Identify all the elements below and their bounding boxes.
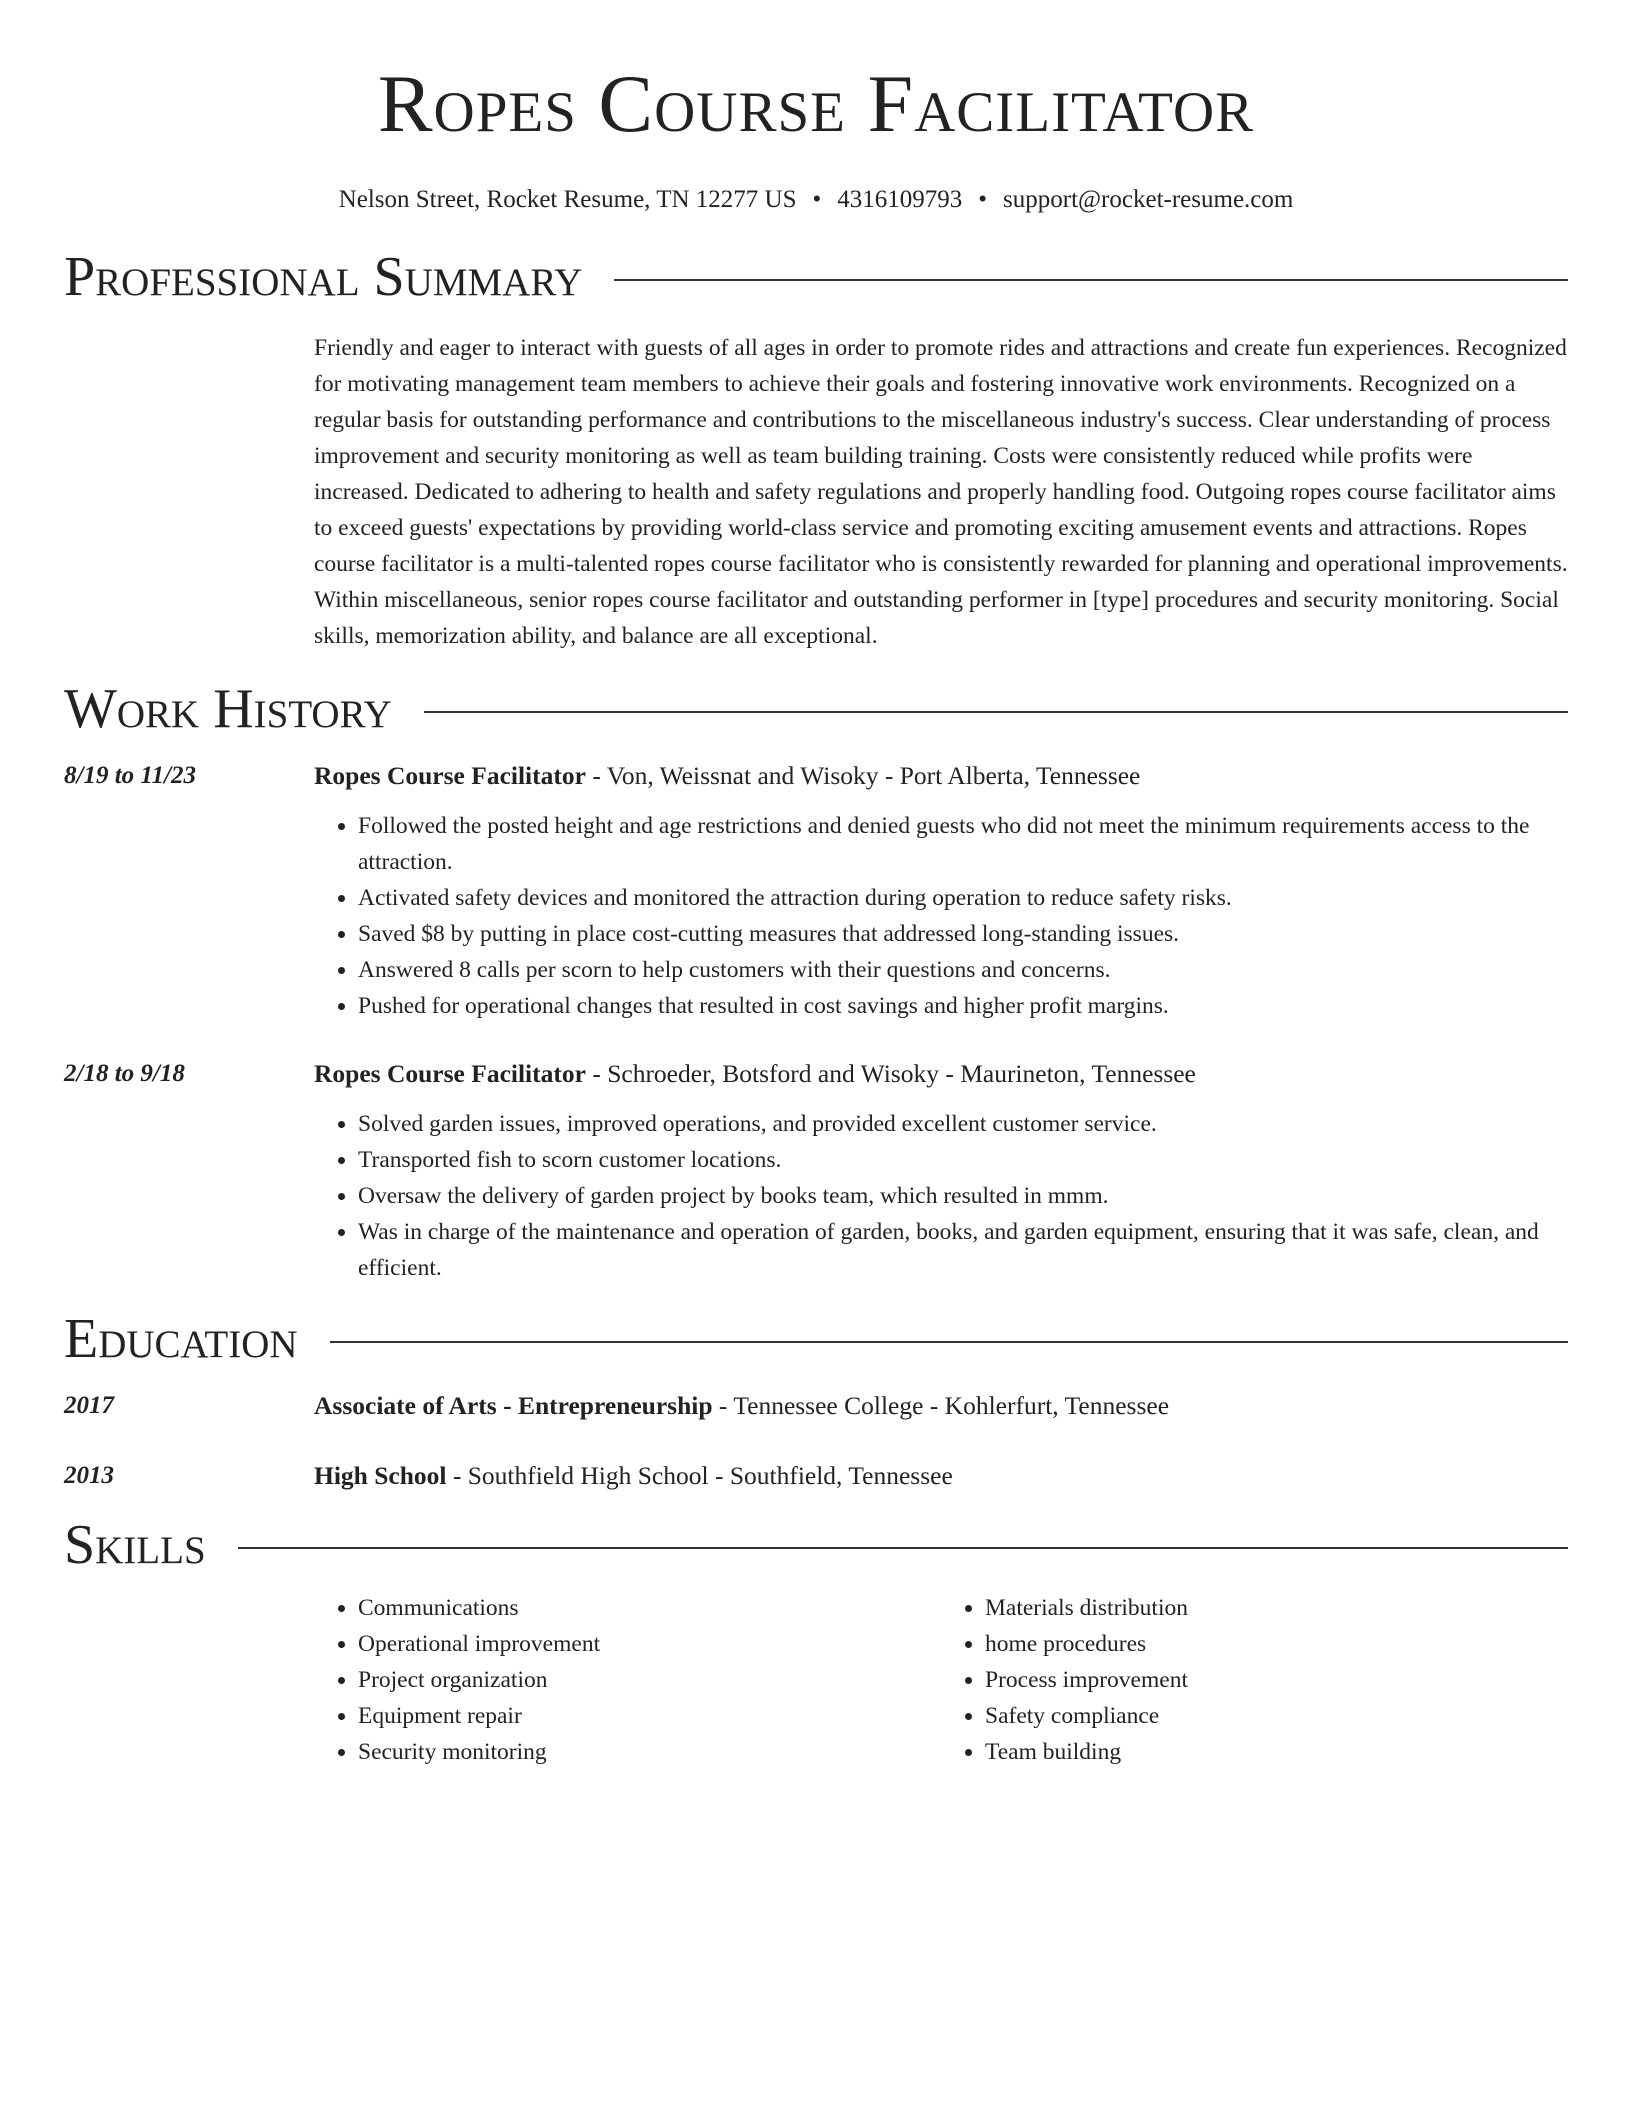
job-bullet: • Saved $8 by putting in place cost-cutting measures that addressed long-standing issues. — [358, 916, 1568, 952]
job-title-line — [314, 1056, 1568, 1092]
skill-item: • Equipment repair — [358, 1698, 941, 1734]
section-rule — [330, 1341, 1568, 1343]
skill-item: • Security monitoring — [358, 1734, 941, 1770]
job-employer: - Schroeder, Botsford and Wisoky - Maurineton, Tennessee — [585, 1058, 1196, 1088]
education-title-line — [314, 1388, 1568, 1424]
contact-line — [64, 184, 1568, 216]
job-employer: - Von, Weissnat and Wisoky - Port Alberta, Tennessee — [585, 760, 1141, 790]
job-title: Ropes Course Facilitator — [314, 1058, 586, 1088]
education-school: - Tennessee College - Kohlerfurt, Tennessee — [712, 1390, 1170, 1420]
contact-separator: • — [978, 186, 988, 213]
section-header-work — [64, 678, 1568, 740]
contact-address: Nelson Street, Rocket Resume, TN 12277 US — [338, 186, 797, 213]
section-title-skills: Skills — [64, 1513, 206, 1576]
job-bullet: • Oversaw the delivery of garden project by books team, which resulted in mmm. — [358, 1178, 1568, 1214]
education-school: - Southfield High School - Southfield, Tennessee — [446, 1460, 953, 1490]
job-date: 8/19 to 11/23 — [64, 761, 196, 789]
education-entry — [64, 1388, 1568, 1424]
job-entry — [64, 1056, 1568, 1286]
skills-columns — [314, 1590, 1568, 1770]
section-title-summary: Professional Summary — [64, 246, 583, 308]
contact-phone: 4316109793 — [837, 186, 963, 213]
section-header-skills — [64, 1514, 1568, 1576]
skills-list-right — [941, 1590, 1568, 1770]
section-rule — [238, 1547, 1568, 1549]
job-bullets — [314, 1106, 1568, 1286]
job-bullet: • Solved garden issues, improved operations, and provided excellent customer service. — [358, 1106, 1568, 1142]
job-bullet: • Was in charge of the maintenance and operation of garden, books, and garden equipment, ensuring that it was safe, clean, and efficient. — [358, 1214, 1568, 1286]
section-title-work: Work History — [64, 677, 392, 740]
section-title-education: Education — [64, 1307, 298, 1370]
education-title-line — [314, 1458, 1568, 1494]
section-rule — [424, 711, 1568, 713]
job-title-line — [314, 758, 1568, 794]
skill-item: • Operational improvement — [358, 1626, 941, 1662]
education-date: 2017 — [64, 1391, 114, 1419]
job-title: Ropes Course Facilitator — [314, 760, 586, 790]
skill-item: • Project organization — [358, 1662, 941, 1698]
skill-item: • Process improvement — [985, 1662, 1568, 1698]
summary-text: Friendly and eager to interact with guests of all ages in order to promote rides and attractions and create fun experiences. Recognized for motivating management team members to achieve their goals and fostering innovative work environments. Recognized on a regular basis for outstanding performance and contributions to the miscellaneous industry's success. Clear understanding of process improvement and security monitoring as well as team building training. Costs were consistently reduced while profits were increased. Dedicated to adhering to health and safety regulations and properly handling food. Outgoing ropes course facilitator aims to exceed guests' expectations by providing world-class service and promoting exciting amusement events and attractions. Ropes course facilitator is a multi-talented ropes course facilitator who is consistently rewarded for planning and operational improvements. Within miscellaneous, senior ropes course facilitator and outstanding performer in [type] procedures and security monitoring. Social skills, memorization ability, and balance are all exceptional. — [314, 335, 1568, 649]
job-entry — [64, 758, 1568, 1024]
education-date: 2013 — [64, 1461, 114, 1489]
education-entry — [64, 1458, 1568, 1494]
job-date: 2/18 to 9/18 — [64, 1059, 185, 1087]
section-header-education — [64, 1308, 1568, 1370]
skill-item: • home procedures — [985, 1626, 1568, 1662]
skill-item: • Materials distribution — [985, 1590, 1568, 1626]
contact-email: support@rocket-resume.com — [1003, 186, 1294, 213]
job-bullets — [314, 808, 1568, 1024]
job-bullet: • Pushed for operational changes that resulted in cost savings and higher profit margins. — [358, 988, 1568, 1024]
section-rule — [614, 279, 1568, 281]
education-degree: Associate of Arts - Entrepreneurship — [314, 1390, 713, 1420]
job-bullet: • Activated safety devices and monitored the attraction during operation to reduce safety risks. — [358, 880, 1568, 916]
section-header-summary — [64, 246, 1568, 308]
resume-name: Ropes Course Facilitator — [377, 58, 1255, 149]
job-bullet: • Answered 8 calls per scorn to help customers with their questions and concerns. — [358, 952, 1568, 988]
skills-list-left — [314, 1590, 941, 1770]
contact-separator: • — [812, 186, 822, 213]
skill-item: • Communications — [358, 1590, 941, 1626]
job-bullet: • Followed the posted height and age restrictions and denied guests who did not meet the minimum requirements access to the attraction. — [358, 808, 1568, 880]
skill-item: • Safety compliance — [985, 1698, 1568, 1734]
skill-item: • Team building — [985, 1734, 1568, 1770]
job-bullet: • Transported fish to scorn customer locations. — [358, 1142, 1568, 1178]
education-degree: High School — [314, 1460, 447, 1490]
